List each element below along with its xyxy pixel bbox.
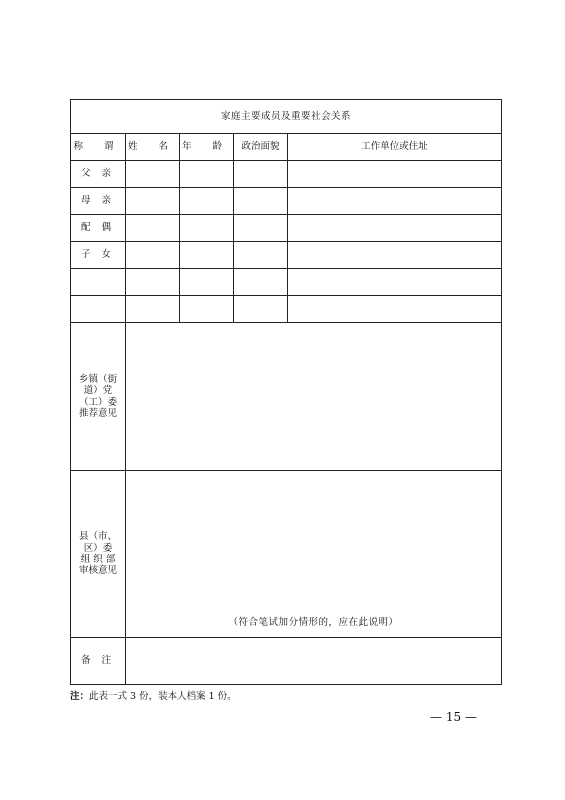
township-label-line: 推荐意见 (78, 407, 117, 419)
workplace-cell[interactable] (288, 215, 502, 242)
county-label-line: 审核意见 (78, 565, 117, 577)
township-recommendation-row (71, 323, 502, 471)
header-political-status: 政治面貌 (234, 134, 288, 161)
family-relations-form (70, 99, 502, 685)
footnote-text: 此表一式 3 份，装本人档案 1 份。 (89, 691, 237, 702)
county-review-label (71, 471, 126, 638)
county-review-row (71, 471, 502, 638)
political-status-cell[interactable] (234, 242, 288, 269)
header-relation: 称 谓 (71, 134, 126, 161)
name-cell[interactable] (126, 161, 180, 188)
footnote (70, 688, 237, 702)
name-cell[interactable] (126, 242, 180, 269)
political-status-cell[interactable] (234, 161, 288, 188)
table-row (71, 161, 502, 188)
name-cell[interactable] (126, 296, 180, 323)
table-row (71, 188, 502, 215)
county-label-line: 组 织 部 (80, 554, 116, 565)
workplace-cell[interactable] (288, 269, 502, 296)
header-name: 姓 名 (126, 134, 180, 161)
political-status-cell[interactable] (234, 188, 288, 215)
county-review-field[interactable] (126, 471, 502, 638)
age-cell[interactable] (180, 188, 234, 215)
township-recommendation-label (71, 323, 126, 471)
header-workplace-address: 工作单位或住址 (288, 134, 502, 161)
remarks-row (71, 638, 502, 685)
workplace-cell[interactable] (288, 242, 502, 269)
table-row (71, 296, 502, 323)
header-age: 年 龄 (180, 134, 234, 161)
age-cell[interactable] (180, 242, 234, 269)
county-label-line: 县（市、 (78, 531, 117, 543)
workplace-cell[interactable] (288, 188, 502, 215)
township-label-line: 道）党 (83, 385, 113, 397)
workplace-cell[interactable] (288, 296, 502, 323)
township-label-line: （工）委 (78, 396, 117, 408)
bonus-points-note: （符合笔试加分情形的，应在此说明） (228, 616, 399, 628)
relation-cell[interactable] (71, 296, 126, 323)
relation-cell: 母 亲 (71, 188, 126, 215)
township-recommendation-field[interactable] (126, 323, 502, 471)
remarks-label: 备 注 (71, 638, 126, 685)
age-cell[interactable] (180, 296, 234, 323)
table-row (71, 242, 502, 269)
age-cell[interactable] (180, 269, 234, 296)
name-cell[interactable] (126, 188, 180, 215)
page-number: — 15 — (430, 710, 477, 724)
section-title: 家庭主要成员及重要社会关系 (71, 100, 502, 134)
political-status-cell[interactable] (234, 296, 288, 323)
age-cell[interactable] (180, 161, 234, 188)
county-label-line: 区）委 (83, 542, 113, 554)
relation-cell: 子 女 (71, 242, 126, 269)
workplace-cell[interactable] (288, 161, 502, 188)
age-cell[interactable] (180, 215, 234, 242)
name-cell[interactable] (126, 215, 180, 242)
remarks-field[interactable] (126, 638, 502, 685)
header-row (71, 134, 502, 161)
political-status-cell[interactable] (234, 269, 288, 296)
footnote-prefix: 注： (70, 691, 90, 702)
relation-cell: 父 亲 (71, 161, 126, 188)
table-row (71, 269, 502, 296)
township-label-line: 乡镇（街 (78, 373, 117, 385)
name-cell[interactable] (126, 269, 180, 296)
relation-cell[interactable] (71, 269, 126, 296)
political-status-cell[interactable] (234, 215, 288, 242)
relation-cell: 配 偶 (71, 215, 126, 242)
table-row (71, 215, 502, 242)
